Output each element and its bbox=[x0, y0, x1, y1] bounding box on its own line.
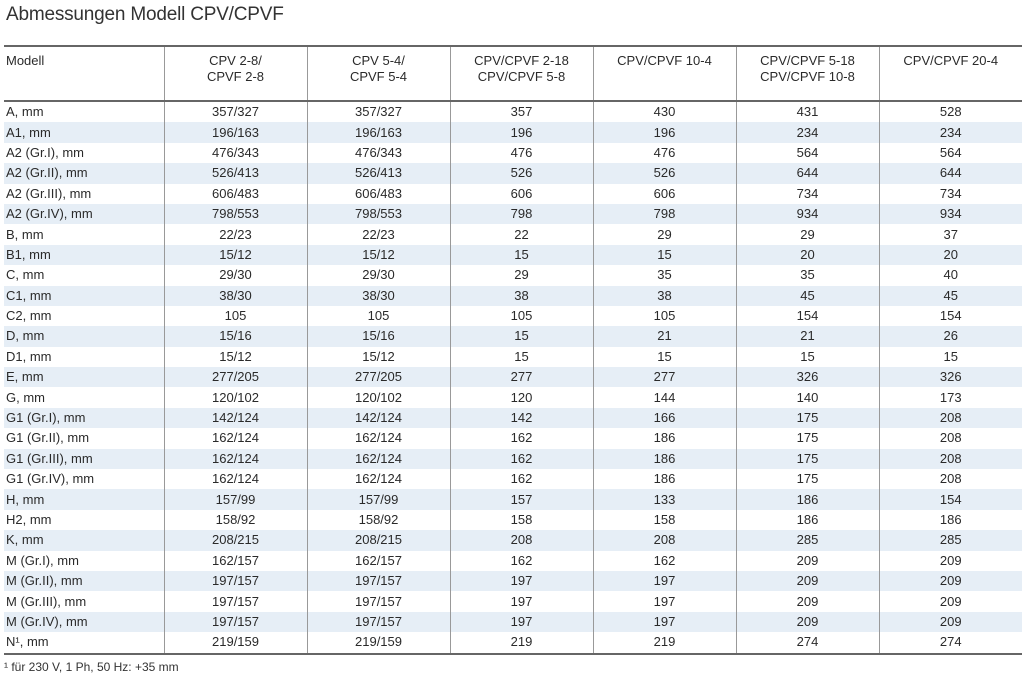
dimensions-table-wrapper bbox=[4, 45, 1022, 655]
value-cell: 158/92 bbox=[164, 510, 307, 530]
value-cell: 209 bbox=[879, 591, 1022, 611]
value-cell: 157/99 bbox=[164, 489, 307, 509]
value-cell: 606/483 bbox=[164, 184, 307, 204]
value-cell: 158 bbox=[450, 510, 593, 530]
value-cell: 162/124 bbox=[164, 428, 307, 448]
value-cell: 197 bbox=[450, 612, 593, 632]
value-cell: 15 bbox=[450, 347, 593, 367]
table-row bbox=[4, 163, 1022, 183]
value-cell: 934 bbox=[879, 204, 1022, 224]
value-cell: 157/99 bbox=[307, 489, 450, 509]
row-label-cell: G, mm bbox=[6, 389, 45, 405]
value-cell: 38/30 bbox=[307, 286, 450, 306]
value-cell: 564 bbox=[879, 143, 1022, 163]
row-label-cell: C1, mm bbox=[6, 287, 52, 303]
row-label-cell: G1 (Gr.II), mm bbox=[6, 430, 90, 446]
value-cell: 197 bbox=[450, 571, 593, 591]
value-cell: 606 bbox=[593, 184, 736, 204]
value-cell: 162/124 bbox=[307, 428, 450, 448]
value-cell: 234 bbox=[879, 122, 1022, 142]
column-header: CPV/CPVF 5-18 CPV/CPVF 10-8 bbox=[736, 46, 879, 101]
value-cell: 606/483 bbox=[307, 184, 450, 204]
value-cell: 15/12 bbox=[307, 245, 450, 265]
value-cell: 209 bbox=[736, 571, 879, 591]
value-cell: 186 bbox=[879, 510, 1022, 530]
value-cell: 196/163 bbox=[164, 122, 307, 142]
column-header-model: Modell bbox=[6, 53, 45, 68]
value-cell: 234 bbox=[736, 122, 879, 142]
table-row bbox=[4, 428, 1022, 448]
value-cell: 326 bbox=[736, 367, 879, 387]
value-cell: 476 bbox=[450, 143, 593, 163]
value-cell: 526 bbox=[450, 163, 593, 183]
value-cell: 197 bbox=[593, 591, 736, 611]
value-cell: 20 bbox=[736, 245, 879, 265]
value-cell: 196/163 bbox=[307, 122, 450, 142]
table-row bbox=[4, 224, 1022, 244]
value-cell: 209 bbox=[879, 571, 1022, 591]
value-cell: 606 bbox=[450, 184, 593, 204]
row-label-cell: C2, mm bbox=[6, 308, 52, 324]
value-cell: 142 bbox=[450, 408, 593, 428]
table-row bbox=[4, 510, 1022, 530]
table-row bbox=[4, 204, 1022, 224]
value-cell: 21 bbox=[593, 326, 736, 346]
value-cell: 144 bbox=[593, 387, 736, 407]
value-cell: 22/23 bbox=[164, 224, 307, 244]
value-cell: 186 bbox=[593, 469, 736, 489]
value-cell: 175 bbox=[736, 469, 879, 489]
value-cell: 162 bbox=[593, 551, 736, 571]
value-cell: 197/157 bbox=[164, 571, 307, 591]
row-label-cell: M (Gr.II), mm bbox=[6, 573, 83, 589]
value-cell: 38 bbox=[450, 286, 593, 306]
value-cell: 175 bbox=[736, 428, 879, 448]
value-cell: 564 bbox=[736, 143, 879, 163]
value-cell: 20 bbox=[879, 245, 1022, 265]
value-cell: 162/124 bbox=[307, 449, 450, 469]
table-row bbox=[4, 571, 1022, 591]
value-cell: 162/157 bbox=[164, 551, 307, 571]
value-cell: 21 bbox=[736, 326, 879, 346]
row-label-cell: C, mm bbox=[6, 267, 45, 283]
value-cell: 158 bbox=[593, 510, 736, 530]
value-cell: 105 bbox=[450, 306, 593, 326]
value-cell: 15 bbox=[736, 347, 879, 367]
value-cell: 15/12 bbox=[164, 347, 307, 367]
value-cell: 197/157 bbox=[164, 591, 307, 611]
value-cell: 219/159 bbox=[164, 632, 307, 653]
table-row bbox=[4, 530, 1022, 550]
value-cell: 162 bbox=[450, 449, 593, 469]
table-row bbox=[4, 591, 1022, 611]
value-cell: 734 bbox=[879, 184, 1022, 204]
row-label-cell: D1, mm bbox=[6, 348, 52, 364]
value-cell: 357/327 bbox=[307, 101, 450, 122]
value-cell: 197/157 bbox=[307, 591, 450, 611]
value-cell: 274 bbox=[879, 632, 1022, 653]
value-cell: 105 bbox=[164, 306, 307, 326]
table-row bbox=[4, 489, 1022, 509]
value-cell: 197 bbox=[593, 612, 736, 632]
row-label-cell: D, mm bbox=[6, 328, 45, 344]
value-cell: 208/215 bbox=[307, 530, 450, 550]
value-cell: 162/124 bbox=[164, 469, 307, 489]
value-cell: 357/327 bbox=[164, 101, 307, 122]
value-cell: 186 bbox=[593, 449, 736, 469]
value-cell: 476/343 bbox=[307, 143, 450, 163]
value-cell: 197/157 bbox=[164, 612, 307, 632]
dimensions-table bbox=[4, 45, 1022, 655]
row-label-cell: A, mm bbox=[6, 104, 44, 120]
value-cell: 186 bbox=[593, 428, 736, 448]
value-cell: 45 bbox=[736, 286, 879, 306]
value-cell: 644 bbox=[736, 163, 879, 183]
value-cell: 40 bbox=[879, 265, 1022, 285]
table-row bbox=[4, 286, 1022, 306]
value-cell: 476/343 bbox=[164, 143, 307, 163]
value-cell: 734 bbox=[736, 184, 879, 204]
value-cell: 798/553 bbox=[307, 204, 450, 224]
value-cell: 157 bbox=[450, 489, 593, 509]
row-label-cell: A2 (Gr.II), mm bbox=[6, 165, 88, 181]
value-cell: 120 bbox=[450, 387, 593, 407]
value-cell: 196 bbox=[593, 122, 736, 142]
value-cell: 186 bbox=[736, 510, 879, 530]
value-cell: 209 bbox=[736, 551, 879, 571]
footnote: ¹ für 230 V, 1 Ph, 50 Hz: +35 mm bbox=[4, 660, 179, 674]
value-cell: 277/205 bbox=[307, 367, 450, 387]
column-header: CPV 2-8/ CPVF 2-8 bbox=[164, 46, 307, 101]
table-body bbox=[4, 101, 1022, 654]
value-cell: 644 bbox=[879, 163, 1022, 183]
value-cell: 357 bbox=[450, 101, 593, 122]
value-cell: 158/92 bbox=[307, 510, 450, 530]
value-cell: 277 bbox=[593, 367, 736, 387]
value-cell: 162/124 bbox=[164, 449, 307, 469]
value-cell: 175 bbox=[736, 449, 879, 469]
row-label-cell: B, mm bbox=[6, 226, 44, 242]
value-cell: 798 bbox=[450, 204, 593, 224]
value-cell: 219 bbox=[593, 632, 736, 653]
value-cell: 274 bbox=[736, 632, 879, 653]
value-cell: 15/12 bbox=[307, 347, 450, 367]
value-cell: 15/16 bbox=[164, 326, 307, 346]
value-cell: 208 bbox=[450, 530, 593, 550]
value-cell: 219 bbox=[450, 632, 593, 653]
value-cell: 175 bbox=[736, 408, 879, 428]
value-cell: 209 bbox=[879, 612, 1022, 632]
table-row bbox=[4, 143, 1022, 163]
header-row bbox=[4, 46, 1022, 101]
value-cell: 154 bbox=[736, 306, 879, 326]
row-label-cell: H, mm bbox=[6, 491, 45, 507]
value-cell: 798/553 bbox=[164, 204, 307, 224]
value-cell: 15 bbox=[593, 347, 736, 367]
value-cell: 162 bbox=[450, 469, 593, 489]
column-header: CPV/CPVF 20-4 bbox=[879, 46, 1022, 101]
table-row bbox=[4, 306, 1022, 326]
row-label-cell: G1 (Gr.IV), mm bbox=[6, 471, 95, 487]
value-cell: 197 bbox=[450, 591, 593, 611]
value-cell: 29 bbox=[593, 224, 736, 244]
value-cell: 197 bbox=[593, 571, 736, 591]
row-label-cell: A2 (Gr.III), mm bbox=[6, 185, 92, 201]
row-label-cell: A1, mm bbox=[6, 124, 51, 140]
value-cell: 196 bbox=[450, 122, 593, 142]
value-cell: 105 bbox=[593, 306, 736, 326]
value-cell: 209 bbox=[736, 612, 879, 632]
table-row bbox=[4, 367, 1022, 387]
value-cell: 166 bbox=[593, 408, 736, 428]
value-cell: 162/157 bbox=[307, 551, 450, 571]
table-row bbox=[4, 265, 1022, 285]
column-header: CPV/CPVF 10-4 bbox=[593, 46, 736, 101]
value-cell: 105 bbox=[307, 306, 450, 326]
table-row bbox=[4, 245, 1022, 265]
value-cell: 285 bbox=[879, 530, 1022, 550]
value-cell: 29/30 bbox=[307, 265, 450, 285]
row-label-cell: M (Gr.IV), mm bbox=[6, 613, 88, 629]
value-cell: 142/124 bbox=[307, 408, 450, 428]
value-cell: 798 bbox=[593, 204, 736, 224]
row-label-cell: M (Gr.III), mm bbox=[6, 593, 87, 609]
value-cell: 208 bbox=[879, 469, 1022, 489]
value-cell: 277/205 bbox=[164, 367, 307, 387]
value-cell: 162 bbox=[450, 428, 593, 448]
value-cell: 208 bbox=[879, 449, 1022, 469]
value-cell: 430 bbox=[593, 101, 736, 122]
table-row bbox=[4, 387, 1022, 407]
value-cell: 285 bbox=[736, 530, 879, 550]
value-cell: 140 bbox=[736, 387, 879, 407]
table-row bbox=[4, 632, 1022, 653]
value-cell: 154 bbox=[879, 306, 1022, 326]
value-cell: 26 bbox=[879, 326, 1022, 346]
value-cell: 120/102 bbox=[307, 387, 450, 407]
row-label-cell: G1 (Gr.III), mm bbox=[6, 450, 93, 466]
value-cell: 209 bbox=[736, 591, 879, 611]
page-title: Abmessungen Modell CPV/CPVF bbox=[6, 4, 284, 25]
value-cell: 22 bbox=[450, 224, 593, 244]
value-cell: 37 bbox=[879, 224, 1022, 244]
value-cell: 197/157 bbox=[307, 571, 450, 591]
table-row bbox=[4, 326, 1022, 346]
value-cell: 15 bbox=[593, 245, 736, 265]
row-label-cell: B1, mm bbox=[6, 246, 51, 262]
value-cell: 133 bbox=[593, 489, 736, 509]
value-cell: 934 bbox=[736, 204, 879, 224]
value-cell: 277 bbox=[450, 367, 593, 387]
value-cell: 22/23 bbox=[307, 224, 450, 244]
value-cell: 208/215 bbox=[164, 530, 307, 550]
value-cell: 526/413 bbox=[307, 163, 450, 183]
value-cell: 173 bbox=[879, 387, 1022, 407]
value-cell: 431 bbox=[736, 101, 879, 122]
value-cell: 35 bbox=[593, 265, 736, 285]
value-cell: 528 bbox=[879, 101, 1022, 122]
column-header: CPV 5-4/ CPVF 5-4 bbox=[307, 46, 450, 101]
value-cell: 526/413 bbox=[164, 163, 307, 183]
value-cell: 476 bbox=[593, 143, 736, 163]
row-label-cell: H2, mm bbox=[6, 512, 52, 527]
value-cell: 15 bbox=[450, 245, 593, 265]
value-cell: 208 bbox=[593, 530, 736, 550]
row-label-cell: A2 (Gr.I), mm bbox=[6, 144, 84, 160]
value-cell: 219/159 bbox=[307, 632, 450, 653]
value-cell: 162/124 bbox=[307, 469, 450, 489]
column-header: CPV/CPVF 2-18 CPV/CPVF 5-8 bbox=[450, 46, 593, 101]
value-cell: 197/157 bbox=[307, 612, 450, 632]
row-label-cell: M (Gr.I), mm bbox=[6, 552, 79, 568]
table-row bbox=[4, 612, 1022, 632]
value-cell: 35 bbox=[736, 265, 879, 285]
value-cell: 154 bbox=[879, 489, 1022, 509]
value-cell: 29/30 bbox=[164, 265, 307, 285]
value-cell: 326 bbox=[879, 367, 1022, 387]
value-cell: 38/30 bbox=[164, 286, 307, 306]
table-row bbox=[4, 184, 1022, 204]
row-label-cell: A2 (Gr.IV), mm bbox=[6, 206, 93, 222]
value-cell: 38 bbox=[593, 286, 736, 306]
value-cell: 186 bbox=[736, 489, 879, 509]
row-label-cell: E, mm bbox=[6, 369, 44, 385]
value-cell: 15 bbox=[879, 347, 1022, 367]
value-cell: 15/16 bbox=[307, 326, 450, 346]
value-cell: 142/124 bbox=[164, 408, 307, 428]
table-header bbox=[4, 46, 1022, 101]
value-cell: 208 bbox=[879, 428, 1022, 448]
value-cell: 162 bbox=[450, 551, 593, 571]
table-row bbox=[4, 347, 1022, 367]
value-cell: 15/12 bbox=[164, 245, 307, 265]
table-row bbox=[4, 408, 1022, 428]
table-row bbox=[4, 469, 1022, 489]
value-cell: 209 bbox=[879, 551, 1022, 571]
table-row bbox=[4, 551, 1022, 571]
value-cell: 15 bbox=[450, 326, 593, 346]
table-row bbox=[4, 122, 1022, 142]
value-cell: 120/102 bbox=[164, 387, 307, 407]
row-label-cell: N¹, mm bbox=[6, 634, 49, 650]
value-cell: 208 bbox=[879, 408, 1022, 428]
table-row bbox=[4, 101, 1022, 122]
row-label-cell: G1 (Gr.I), mm bbox=[6, 410, 86, 426]
table-row bbox=[4, 449, 1022, 469]
row-label-cell: K, mm bbox=[6, 532, 44, 548]
value-cell: 45 bbox=[879, 286, 1022, 306]
value-cell: 29 bbox=[736, 224, 879, 244]
value-cell: 29 bbox=[450, 265, 593, 285]
value-cell: 526 bbox=[593, 163, 736, 183]
